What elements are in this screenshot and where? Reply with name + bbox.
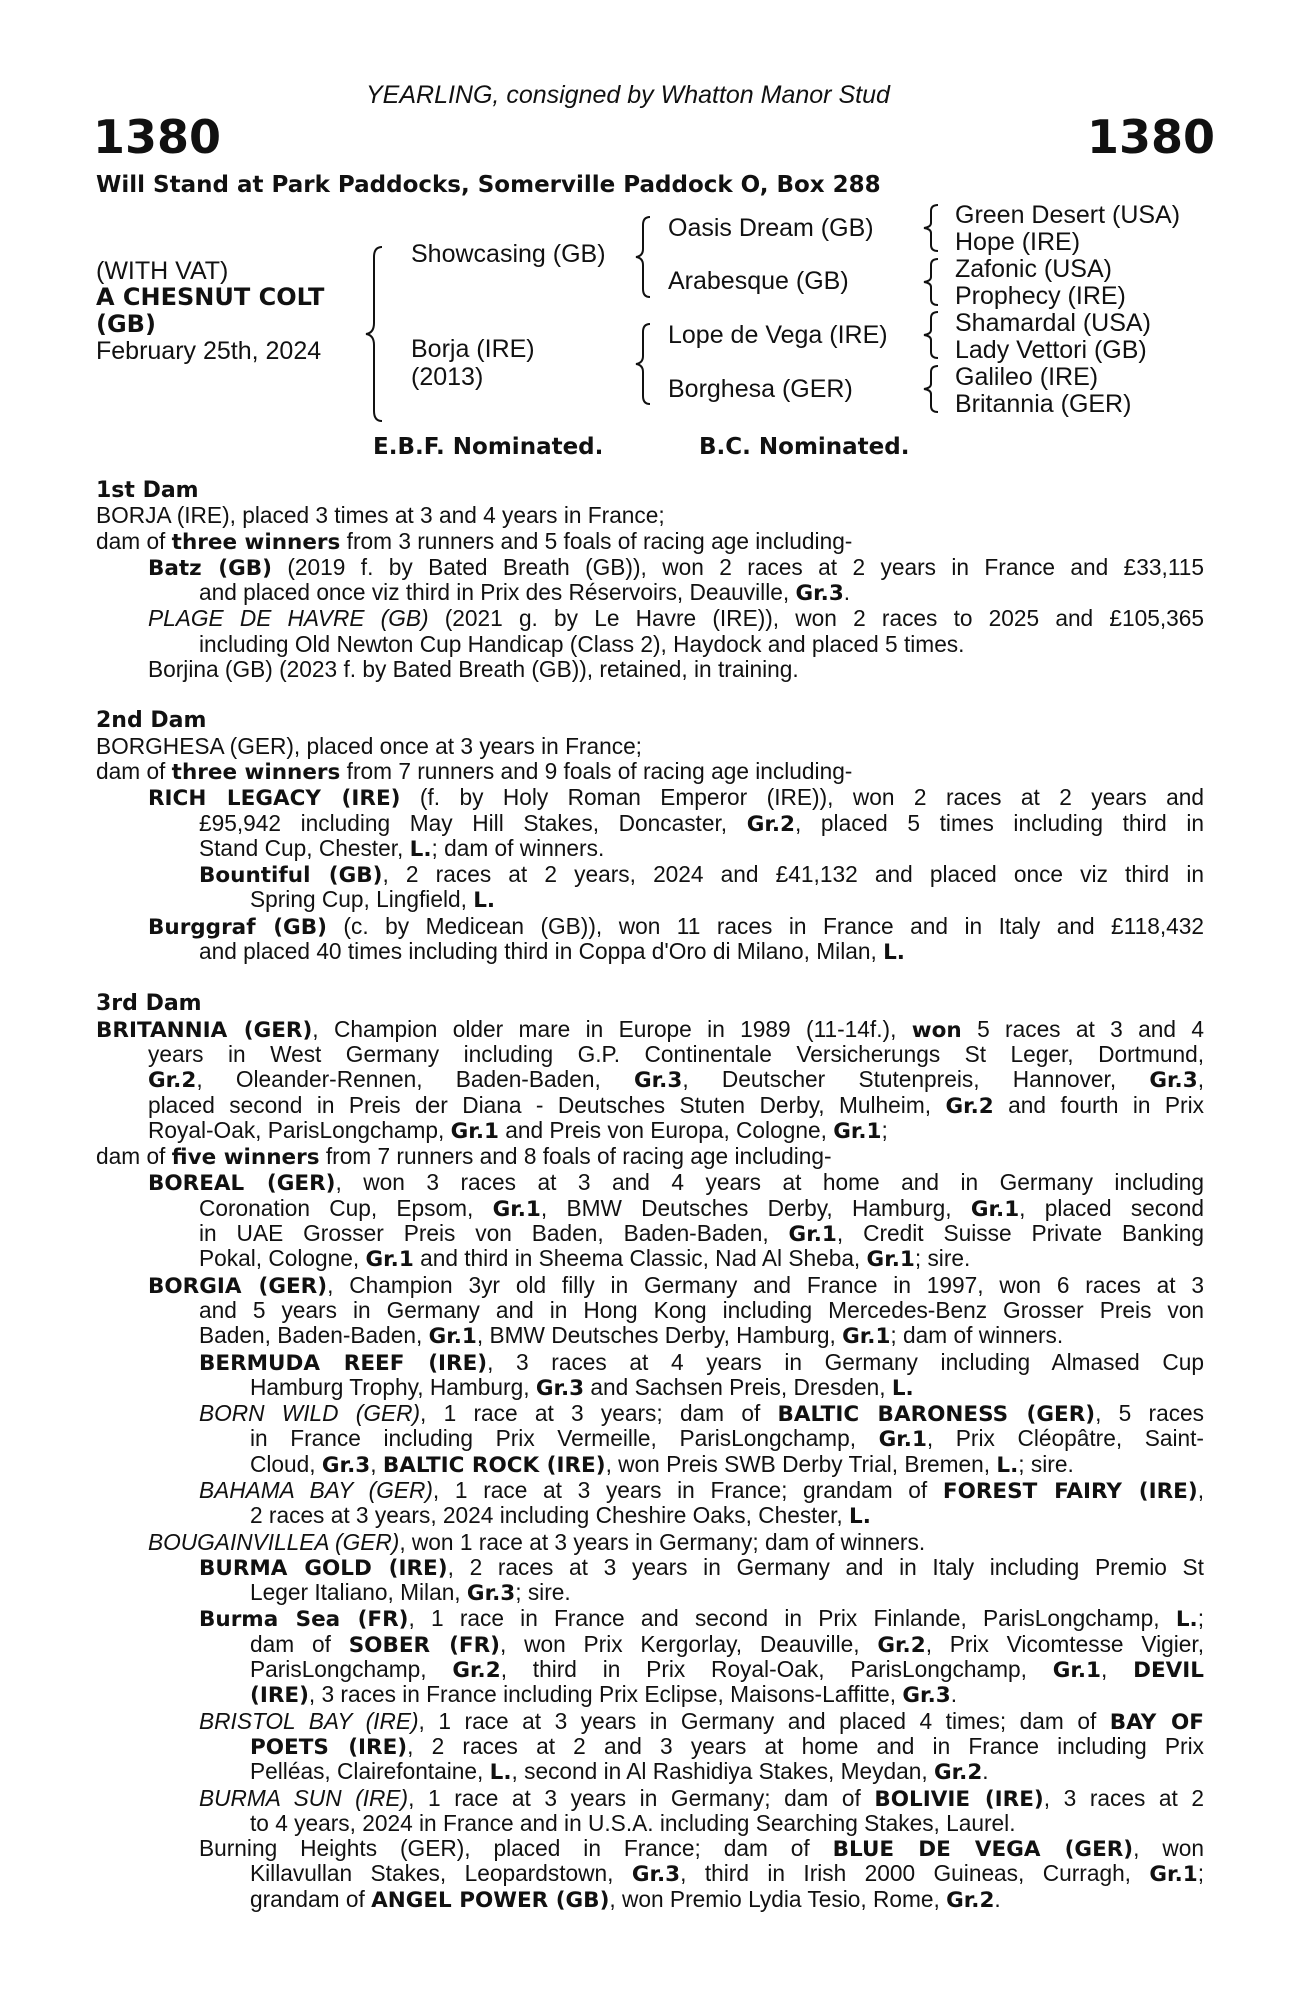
progeny-entry: Batz (GB) (2019 f. by Bated Breath (GB)), won 2 races at 2 years in France and £33,115 bbox=[148, 554, 1204, 581]
third-dam-line: years in West Germany including G.P. Continentale Versicherungs St Leger, Dortmund, bbox=[148, 1041, 1204, 1067]
progeny-entry: RICH LEGACY (IRE) (f. by Holy Roman Emperor (IRE)), won 2 races at 2 years and bbox=[148, 785, 1204, 811]
progeny-entry: to 4 years, 2024 in France and in U.S.A. including Searching Stakes, Laurel. bbox=[250, 1809, 1016, 1836]
pedigree-gg-3: Zafonic (USA) bbox=[955, 255, 1112, 283]
third-dam-heading: 3rd Dam bbox=[96, 991, 202, 1017]
progeny-entry: Cloud, Gr.3, BALTIC ROCK (IRE), won Preis SWB Derby Trial, Bremen, L.; sire. bbox=[250, 1450, 1074, 1478]
progeny-entry: Bountiful (GB), 2 races at 2 years, 2024 and £41,132 and placed once viz third in bbox=[199, 862, 1204, 888]
progeny-entry: PLAGE DE HAVRE (GB) (2021 g. by Le Havre (IRE)), won 2 races to 2025 and £105,365 bbox=[148, 606, 1204, 632]
pedigree-brace-sd bbox=[920, 257, 942, 307]
progeny-entry: including Old Newton Cup Handicap (Class 2), Haydock and placed 5 times. bbox=[199, 630, 965, 657]
second-dam-line: dam of three winners from 7 runners and 9 foals of racing age including- bbox=[96, 757, 853, 785]
third-dam-line: BRITANNIA (GER), Champion older mare in Europe in 1989 (11-14f.), won 5 races at 3 and 4 bbox=[96, 1016, 1204, 1042]
first-dam-line: dam of three winners from 3 runners and 5 foals of racing age including- bbox=[96, 527, 853, 555]
first-dam-line: BORJA (IRE), placed 3 times at 3 and 4 years in France; bbox=[96, 502, 665, 529]
progeny-entry: Hamburg Trophy, Hamburg, Gr.3 and Sachsen Preis, Dresden, L. bbox=[250, 1373, 914, 1401]
pedigree-sire-sire: Oasis Dream (GB) bbox=[668, 214, 874, 242]
pedigree-brace-main bbox=[362, 245, 386, 423]
pedigree-gg-1: Green Desert (USA) bbox=[955, 201, 1181, 229]
pedigree-gg-7: Galileo (IRE) bbox=[955, 363, 1099, 391]
pedigree-sire: Showcasing (GB) bbox=[411, 240, 606, 268]
stand-info: Will Stand at Park Paddocks, Somerville Paddock O, Box 288 bbox=[96, 172, 881, 198]
pedigree-gg-4: Prophecy (IRE) bbox=[955, 282, 1126, 310]
progeny-entry: Coronation Cup, Epsom, Gr.1, BMW Deutsches Derby, Hamburg, Gr.1, placed second bbox=[199, 1195, 1204, 1222]
progeny-entry: POETS (IRE), 2 races at 2 and 3 years at home and in France including Prix bbox=[250, 1733, 1204, 1760]
third-dam-line: dam of five winners from 7 runners and 8 foals of racing age including- bbox=[96, 1143, 832, 1171]
ebf-nominated: E.B.F. Nominated. bbox=[373, 434, 604, 460]
horse-name: A CHESNUT COLT bbox=[96, 283, 325, 311]
progeny-entry: Leger Italiano, Milan, Gr.3; sire. bbox=[250, 1579, 571, 1607]
progeny-entry: BRISTOL BAY (IRE), 1 race at 3 years in Germany and placed 4 times; dam of BAY OF bbox=[199, 1708, 1204, 1734]
pedigree-dam: Borja (IRE) bbox=[411, 335, 535, 363]
progeny-entry: BURMA GOLD (IRE), 2 races at 3 years in Germany and in Italy including Premio St bbox=[199, 1554, 1204, 1581]
pedigree-dam-year: (2013) bbox=[411, 363, 484, 391]
progeny-entry: Stand Cup, Chester, L.; dam of winners. bbox=[199, 834, 605, 862]
lot-number-right: 1380 bbox=[1087, 110, 1216, 164]
third-dam-line: Royal-Oak, ParisLongchamp, Gr.1 and Preis von Europa, Cologne, Gr.1; bbox=[148, 1116, 888, 1144]
foaling-date: February 25th, 2024 bbox=[96, 337, 322, 365]
progeny-entry: Pelléas, Clairefontaine, L., second in Al Rashidiya Stakes, Meydan, Gr.2. bbox=[250, 1758, 989, 1786]
progeny-entry: Killavullan Stakes, Leopardstown, Gr.3, third in Irish 2000 Guineas, Curragh, Gr.1; bbox=[250, 1861, 1204, 1887]
progeny-entry: and placed once viz third in Prix des Réservoirs, Deauville, Gr.3. bbox=[199, 579, 851, 607]
second-dam-line: BORGHESA (GER), placed once at 3 years in France; bbox=[96, 732, 642, 759]
pedigree-brace-ss bbox=[920, 203, 942, 253]
pedigree-brace-dam bbox=[632, 322, 654, 406]
progeny-entry: grandam of ANGEL POWER (GB), won Premio Lydia Tesio, Rome, Gr.2. bbox=[250, 1885, 1001, 1913]
progeny-entry: Spring Cup, Lingfield, L. bbox=[250, 886, 496, 914]
progeny-entry: BERMUDA REEF (IRE), 3 races at 4 years in Germany including Almased Cup bbox=[199, 1349, 1204, 1375]
progeny-entry: Burning Heights (GER), placed in France; dam of BLUE DE VEGA (GER), won bbox=[199, 1836, 1204, 1862]
pedigree-sire-dam: Arabesque (GB) bbox=[668, 267, 849, 295]
progeny-entry: in UAE Grosser Preis von Baden, Baden-Baden, Gr.1, Credit Suisse Private Banking bbox=[199, 1221, 1204, 1247]
second-dam-heading: 2nd Dam bbox=[96, 708, 207, 734]
progeny-entry: BOUGAINVILLEA (GER), won 1 race at 3 years in Germany; dam of winners. bbox=[148, 1528, 926, 1555]
lot-number-left: 1380 bbox=[93, 110, 222, 164]
progeny-entry: BURMA SUN (IRE), 1 race at 3 years in Germany; dam of BOLIVIE (IRE), 3 races at 2 bbox=[199, 1785, 1204, 1811]
progeny-entry: £95,942 including May Hill Stakes, Doncaster, Gr.2, placed 5 times including third in bbox=[199, 810, 1204, 836]
pedigree-dam-dam: Borghesa (GER) bbox=[668, 375, 853, 403]
horse-name-country: (GB) bbox=[96, 310, 156, 338]
progeny-entry: Borjina (GB) (2023 f. by Bated Breath (GB)), retained, in training. bbox=[148, 656, 799, 683]
progeny-entry: and placed 40 times including third in Coppa d'Oro di Milano, Milan, L. bbox=[199, 938, 905, 966]
catalogue-body bbox=[96, 477, 1204, 1913]
progeny-entry: BORN WILD (GER), 1 race at 3 years; dam of BALTIC BARONESS (GER), 5 races bbox=[199, 1401, 1204, 1427]
progeny-entry: dam of SOBER (FR), won Prix Kergorlay, Deauville, Gr.2, Prix Vicomtesse Vigier, bbox=[250, 1631, 1204, 1658]
bc-nominated: B.C. Nominated. bbox=[699, 434, 910, 460]
third-dam-line: placed second in Preis der Diana - Deutsches Stuten Derby, Mulheim, Gr.2 and fourth in Prix bbox=[148, 1092, 1204, 1118]
pedigree-gg-5: Shamardal (USA) bbox=[955, 309, 1151, 337]
third-dam-line: Gr.2, Oleander-Rennen, Baden-Baden, Gr.3, Deutscher Stutenpreis, Hannover, Gr.3, bbox=[148, 1067, 1204, 1093]
progeny-entry: in France including Prix Vermeille, ParisLongchamp, Gr.1, Prix Cléopâtre, Saint- bbox=[250, 1426, 1204, 1452]
pedigree-gg-8: Britannia (GER) bbox=[955, 390, 1132, 418]
progeny-entry: ParisLongchamp, Gr.2, third in Prix Royal-Oak, ParisLongchamp, Gr.1, DEVIL bbox=[250, 1657, 1204, 1683]
progeny-entry: Burma Sea (FR), 1 race in France and second in Prix Finlande, ParisLongchamp, L.; bbox=[199, 1606, 1204, 1632]
progeny-entry: and 5 years in Germany and in Hong Kong including Mercedes-Benz Grosser Preis von bbox=[199, 1297, 1204, 1323]
progeny-entry: (IRE), 3 races in France including Prix Eclipse, Maisons-Laffitte, Gr.3. bbox=[250, 1681, 958, 1709]
pedigree-gg-6: Lady Vettori (GB) bbox=[955, 336, 1147, 364]
progeny-entry: Pokal, Cologne, Gr.1 and third in Sheema Classic, Nad Al Sheba, Gr.1; sire. bbox=[199, 1245, 971, 1273]
progeny-entry: Burggraf (GB) (c. by Medicean (GB)), won 11 races in France and in Italy and £118,432 bbox=[148, 913, 1204, 940]
first-dam-heading: 1st Dam bbox=[96, 478, 199, 503]
progeny-entry: Baden, Baden-Baden, Gr.1, BMW Deutsches Derby, Hamburg, Gr.1; dam of winners. bbox=[199, 1322, 1064, 1350]
pedigree-brace-dd bbox=[920, 364, 942, 414]
vat-label: (WITH VAT) bbox=[96, 257, 229, 285]
pedigree-brace-sire bbox=[632, 215, 654, 299]
progeny-entry: BORGIA (GER), Champion 3yr old filly in Germany and France in 1997, won 6 races at 3 bbox=[148, 1272, 1204, 1298]
progeny-entry: BAHAMA BAY (GER), 1 race at 3 years in France; grandam of FOREST FAIRY (IRE), bbox=[199, 1477, 1204, 1504]
progeny-entry: 2 races at 3 years, 2024 including Cheshire Oaks, Chester, L. bbox=[250, 1502, 871, 1530]
pedigree-brace-ds bbox=[920, 310, 942, 360]
progeny-entry: BOREAL (GER), won 3 races at 3 and 4 years at home and in Germany including bbox=[148, 1170, 1204, 1196]
page-subtitle: YEARLING, consigned by Whatton Manor Stud bbox=[366, 81, 890, 109]
pedigree-gg-2: Hope (IRE) bbox=[955, 228, 1081, 256]
pedigree-dam-sire: Lope de Vega (IRE) bbox=[668, 321, 888, 349]
